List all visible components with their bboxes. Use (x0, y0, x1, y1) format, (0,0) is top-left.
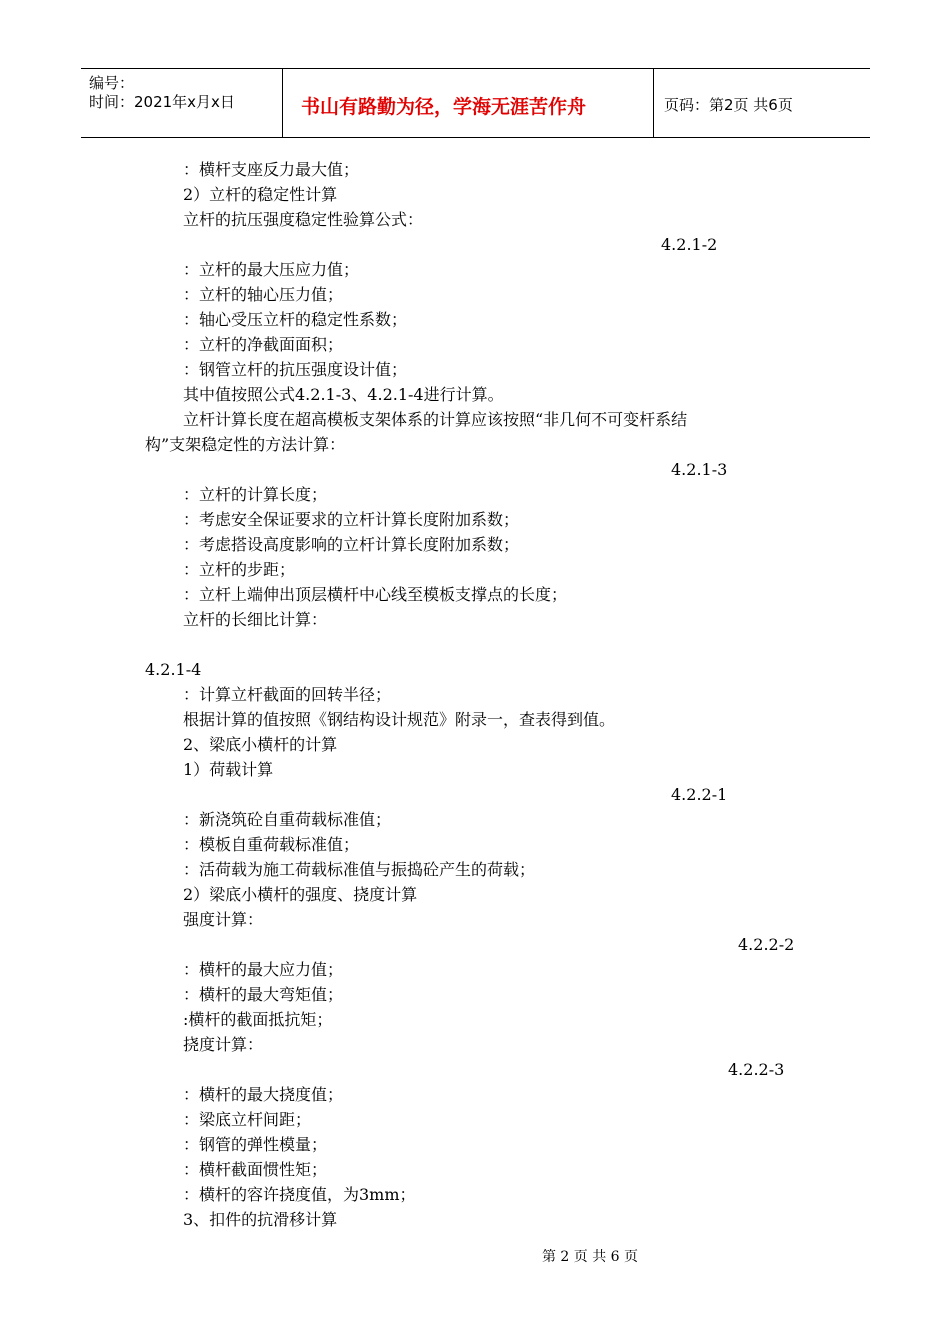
text-line: :横杆的截面抵抗矩； (183, 1010, 333, 1029)
text-line: 3、扣件的抗滑移计算 (183, 1210, 338, 1229)
text-line: ：钢管立杆的抗压强度设计值； (183, 360, 408, 379)
text-line: ：梁底立杆间距； (183, 1110, 312, 1129)
formula-number: 4.2.1-2 (661, 235, 718, 254)
text-line: 强度计算： (183, 910, 264, 929)
text-line: ：横杆的最大挠度值； (183, 1085, 344, 1104)
header-motto: 书山有路勤为径，学海无涯苦作舟 (301, 96, 587, 118)
text-line: 2）立杆的稳定性计算 (183, 185, 338, 204)
formula-number: 4.2.1-4 (145, 660, 202, 679)
text-line: ：立杆的净截面面积； (183, 335, 344, 354)
text-line: ：立杆的计算长度； (183, 485, 328, 504)
text-line: 根据计算的值按照《钢结构设计规范》附录一，查表得到值。 (183, 710, 616, 729)
formula-number: 4.2.2-3 (728, 1060, 785, 1079)
text-line: ：横杆的最大应力值； (183, 960, 344, 979)
formula-number: 4.2.2-2 (738, 935, 795, 954)
header-left-cell (81, 69, 283, 137)
document-number-label: 编号： (89, 74, 135, 92)
text-line: ：计算立杆截面的回转半径； (183, 685, 392, 704)
text-line: 2、梁底小横杆的计算 (183, 735, 338, 754)
text-line: ：考虑安全保证要求的立杆计算长度附加系数； (183, 510, 520, 529)
page-footer (0, 1246, 950, 1266)
text-line: ：钢管的弹性模量； (183, 1135, 328, 1154)
text-line: ：轴心受压立杆的稳定性系数； (183, 310, 408, 329)
text-line: ：横杆支座反力最大值； (183, 160, 360, 179)
text-line: 立杆计算长度在超高模板支架体系的计算应该按照“非几何不可变杆系结 (183, 410, 688, 429)
text-line: ：横杆截面惯性矩； (183, 1160, 328, 1179)
text-line: ：横杆的最大弯矩值； (183, 985, 344, 1004)
text-line: ：立杆上端伸出顶层横杆中心线至模板支撑点的长度； (183, 585, 568, 604)
text-line: ：新浇筑砼自重荷载标准值； (183, 810, 392, 829)
text-line: ：模板自重荷载标准值； (183, 835, 360, 854)
header-middle-cell (283, 69, 654, 137)
text-line: 构”支架稳定性的方法计算： (145, 435, 346, 454)
footer-page-number: 第 2 页 共 6 页 (541, 1249, 639, 1265)
text-line: ：横杆的容许挠度值，为3mm； (183, 1185, 416, 1204)
text-line: ：考虑搭设高度影响的立杆计算长度附加系数； (183, 535, 520, 554)
page-number-label: 页码：第2页 共6页 (664, 96, 793, 114)
text-line: 其中值按照公式4.2.1-3、4.2.1-4进行计算。 (183, 385, 504, 404)
text-line: 立杆的抗压强度稳定性验算公式： (183, 210, 424, 229)
text-line: ：活荷载为施工荷载标准值与振捣砼产生的荷载； (183, 860, 536, 879)
formula-number: 4.2.1-3 (671, 460, 728, 479)
header-right-cell (654, 69, 870, 137)
formula-number: 4.2.2-1 (671, 785, 728, 804)
text-line: ：立杆的轴心压力值； (183, 285, 344, 304)
text-line: ：立杆的步距； (183, 560, 296, 579)
text-line: 立杆的长细比计算： (183, 610, 328, 629)
text-line: 挠度计算： (183, 1035, 264, 1054)
text-line: 2）梁底小横杆的强度、挠度计算 (183, 885, 418, 904)
page-header (81, 68, 870, 138)
text-line: ：立杆的最大压应力值； (183, 260, 360, 279)
text-line: 1）荷载计算 (183, 760, 274, 779)
document-time-label: 时间：2021年x月x日 (89, 93, 235, 111)
